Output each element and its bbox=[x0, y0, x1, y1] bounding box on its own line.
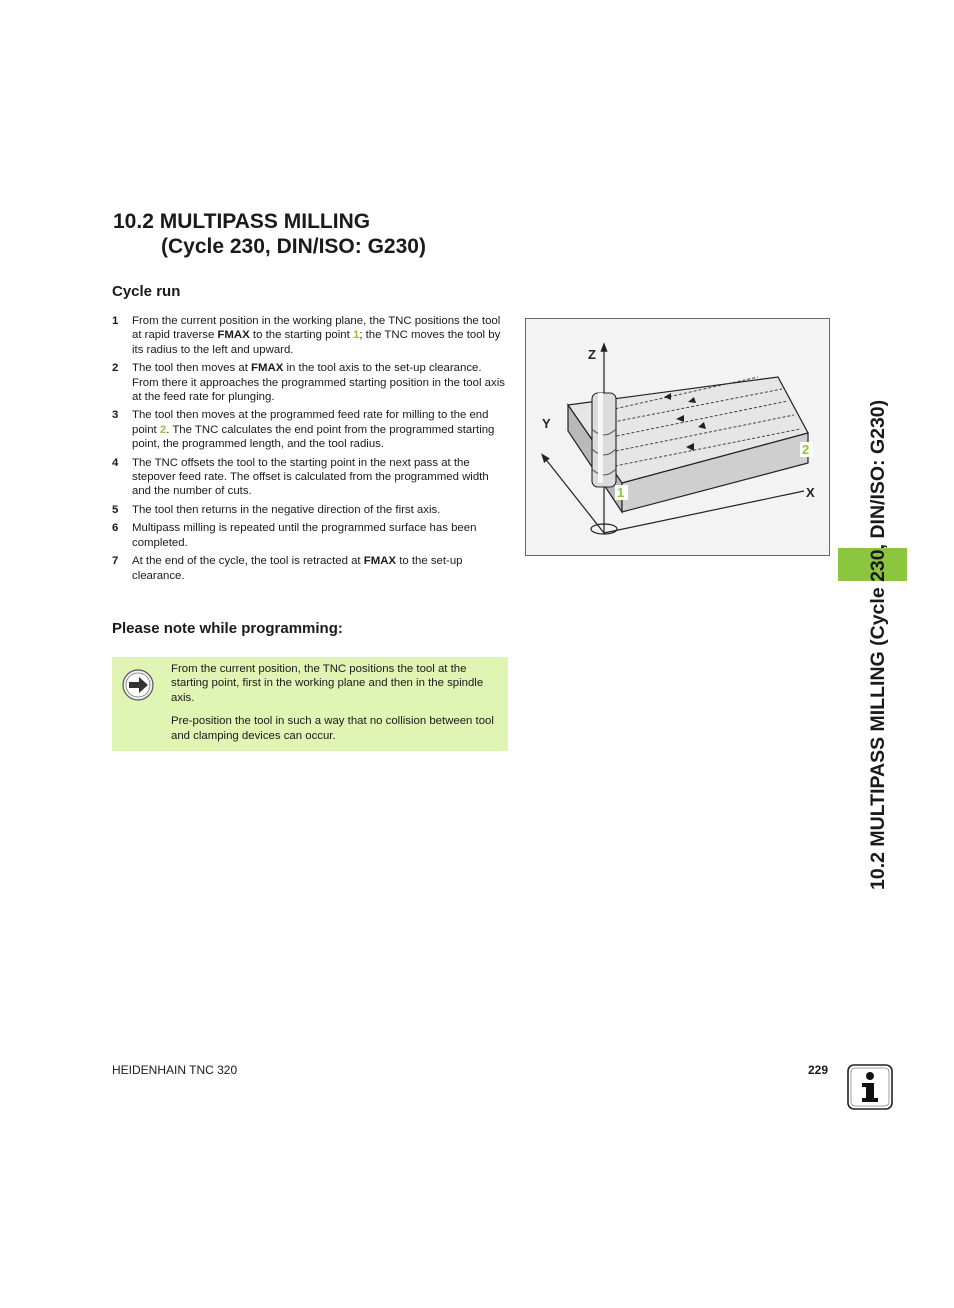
list-item: 4 The TNC offsets the tool to the starting point in the next pass at the stepover feed rate. The offset is calculated from the programmed width and the number of cuts. bbox=[112, 456, 489, 498]
note-heading: Please note while programming: bbox=[112, 620, 343, 637]
z-axis-label: Z bbox=[588, 347, 596, 362]
x-axis-label: X bbox=[806, 485, 815, 500]
milling-tool bbox=[592, 393, 616, 487]
section-title-line1: 10.2 MULTIPASS MILLING bbox=[113, 210, 371, 233]
footer-product-name: HEIDENHAIN TNC 320 bbox=[112, 1063, 238, 1077]
note-paragraph-1: From the current position, the TNC positions the tool at the starting point, first in the working plane and then in the spindle axis. bbox=[171, 663, 484, 704]
list-item: 1 From the current position in the working plane, the TNC positions the tool at rapid traverse FMAX to the starting point 1; the TNC moves the tool by its radius to the left and upward. bbox=[112, 315, 501, 356]
list-item: 5 The tool then returns in the negative direction of the first axis. bbox=[112, 503, 441, 516]
side-title-text: 10.2 MULTIPASS MILLING (Cycle 230, DIN/ISO: G230) bbox=[867, 399, 889, 890]
list-item: 6 Multipass milling is repeated until the programmed surface has been completed. bbox=[112, 522, 477, 549]
y-axis-label: Y bbox=[542, 416, 551, 431]
list-item: 2 The tool then moves at FMAX in the tool axis to the set-up clearance. From there it approaches the programmed starting position in the tool axis at the feed rate for plunging. bbox=[112, 362, 505, 404]
arrow-right-icon bbox=[122, 669, 154, 701]
side-title bbox=[847, 215, 887, 890]
cycle-run-heading: Cycle run bbox=[112, 283, 181, 300]
section-title-line2: (Cycle 230, DIN/ISO: G230) bbox=[161, 235, 426, 258]
page-number: 229 bbox=[808, 1063, 829, 1077]
note-text bbox=[171, 662, 501, 752]
point-2-label: 2 bbox=[802, 442, 810, 457]
info-icon bbox=[847, 1064, 893, 1110]
note-box bbox=[112, 657, 508, 751]
note-paragraph-2: Pre-position the tool in such a way that no collision between tool and clamping devices can occur. bbox=[171, 715, 494, 742]
section-title bbox=[113, 209, 426, 259]
cycle-run-steps bbox=[112, 314, 508, 587]
list-item: 7 At the end of the cycle, the tool is retracted at FMAX to the set-up clearance. bbox=[112, 555, 463, 582]
point-1-label: 1 bbox=[617, 485, 625, 500]
milling-diagram bbox=[525, 318, 830, 556]
list-item: 3 The tool then moves at the programmed feed rate for milling to the end point 2. The TNC calculates the end point from the programmed starting point, the programmed length, and the tool radius. bbox=[112, 409, 495, 451]
milling-diagram-svg bbox=[526, 319, 829, 555]
